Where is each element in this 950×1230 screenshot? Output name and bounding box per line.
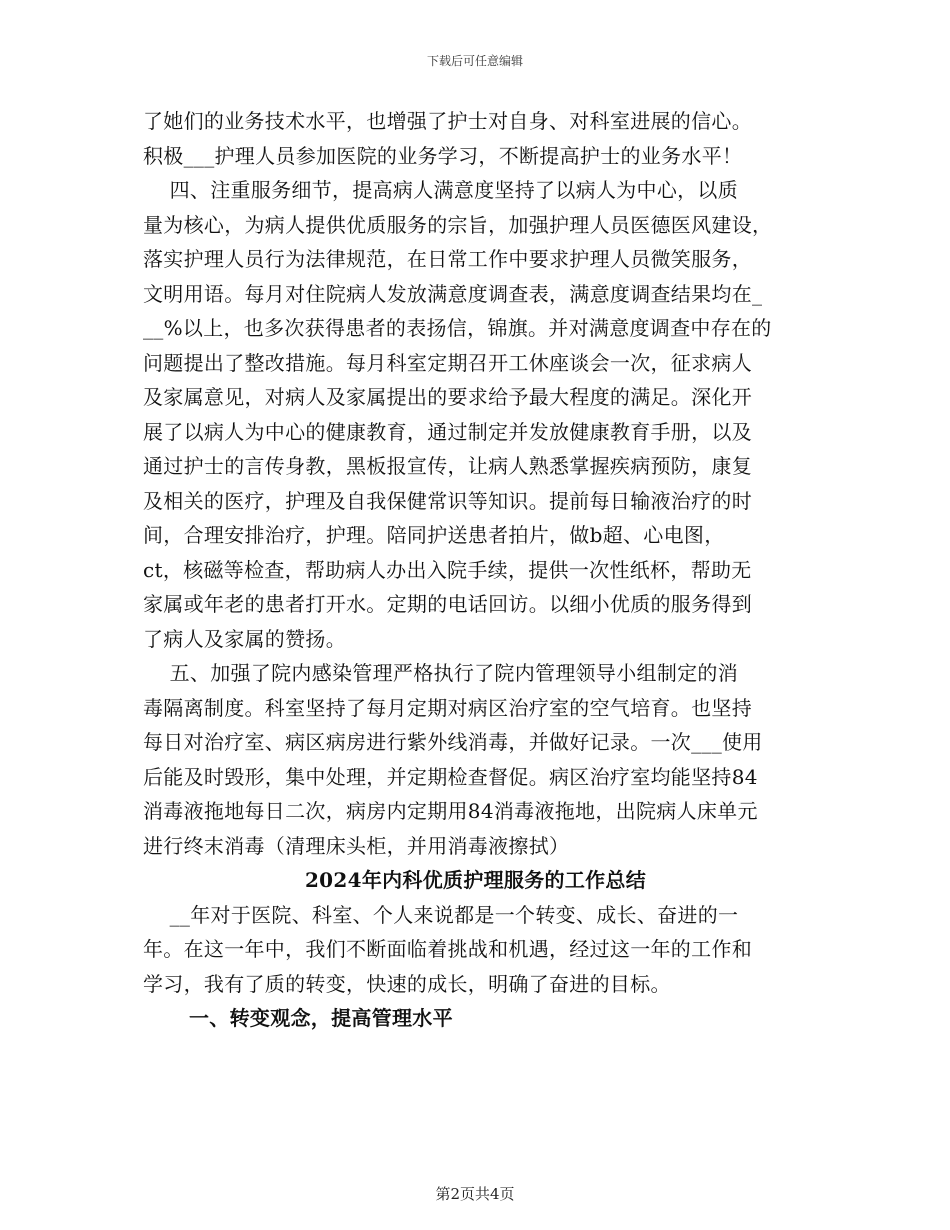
text-line: 年。在这一年中，我们不断面临着挑战和机遇，经过这一年的工作和: [143, 937, 752, 961]
page-footer: 第2页共4页: [435, 1185, 515, 1203]
text-line: 了病人及家属的赞扬。: [143, 626, 346, 651]
text-line: 每日对治疗室、病区病房进行紫外线消毒，并做好记录。一次___使用: [143, 730, 763, 754]
text-line: 四、注重服务细节，提高病人满意度坚持了以病人为中心，以质: [143, 178, 739, 202]
text-line: 后能及时毁形，集中处理，并定期检查督促。病区治疗室均能坚持84: [143, 764, 758, 789]
text-line: 家属或年老的患者打开水。定期的电话回访。以细小优质的服务得到: [143, 592, 752, 616]
text-line: 消毒液拖地每日二次，病房内定期用84消毒液拖地，出院病人床单元: [143, 799, 758, 823]
text-line: 落实护理人员行为法律规范，在日常工作中要求护理人员微笑服务，: [143, 247, 752, 271]
text-line: ct，核磁等检查，帮助病人办出入院手续，提供一次性纸杯，帮助无: [143, 557, 752, 582]
document-body: [143, 104, 808, 1036]
text-line: 进行终末消毒（清理床头柜，并用消毒液擦拭）: [143, 833, 570, 858]
text-line: 展了以病人为中心的健康教育，通过制定并发放健康教育手册，以及: [143, 419, 752, 444]
text-line: 文明用语。每月对住院病人发放满意度调查表，满意度调查结果均在_: [143, 281, 763, 306]
document-title: 2024年内科优质护理服务的工作总结: [304, 868, 647, 892]
text-line: __年对于医院、科室、个人来说都是一个转变、成长、奋进的一: [143, 902, 739, 927]
text-line: 学习，我有了质的转变，快速的成长，明确了奋进的目标。: [143, 971, 671, 996]
section-heading: 一、转变观念，提高管理水平: [189, 1006, 453, 1030]
text-line: 了她们的业务技术水平，也增强了护士对自身、对科室进展的信心。: [143, 109, 752, 133]
text-line: 问题提出了整改措施。每月科室定期召开工休座谈会一次，征求病人: [143, 350, 752, 375]
intro-paragraph: [143, 898, 808, 1002]
text-line: 及家属意见，对病人及家属提出的要求给予最大程度的满足。深化开: [143, 385, 752, 409]
text-line: 间，合理安排治疗，护理。陪同护送患者拍片，做b超、心电图，: [143, 523, 725, 547]
text-line: 通过护士的言传身教，黑板报宣传，让病人熟悉掌握疾病预防，康复: [143, 454, 752, 478]
page-header: 下载后可任意编辑: [426, 54, 523, 68]
text-line: 及相关的医疗，护理及自我保健常识等知识。提前每日输液治疗的时: [143, 488, 752, 513]
previous-section-text: [143, 104, 808, 863]
text-line: 积极___护理人员参加医院的业务学习，不断提高护士的业务水平！: [143, 143, 743, 168]
text-line: __%以上，也多次获得患者的表扬信，锦旗。并对满意度调查中存在的: [143, 316, 772, 340]
text-line: 五、加强了院内感染管理严格执行了院内管理领导小组制定的消: [143, 661, 739, 685]
text-line: 量为核心，为病人提供优质服务的宗旨，加强护理人员医德医风建设，: [143, 212, 773, 237]
text-line: 毒隔离制度。科室坚持了每月定期对病区治疗室的空气培育。也坚持: [143, 695, 752, 720]
